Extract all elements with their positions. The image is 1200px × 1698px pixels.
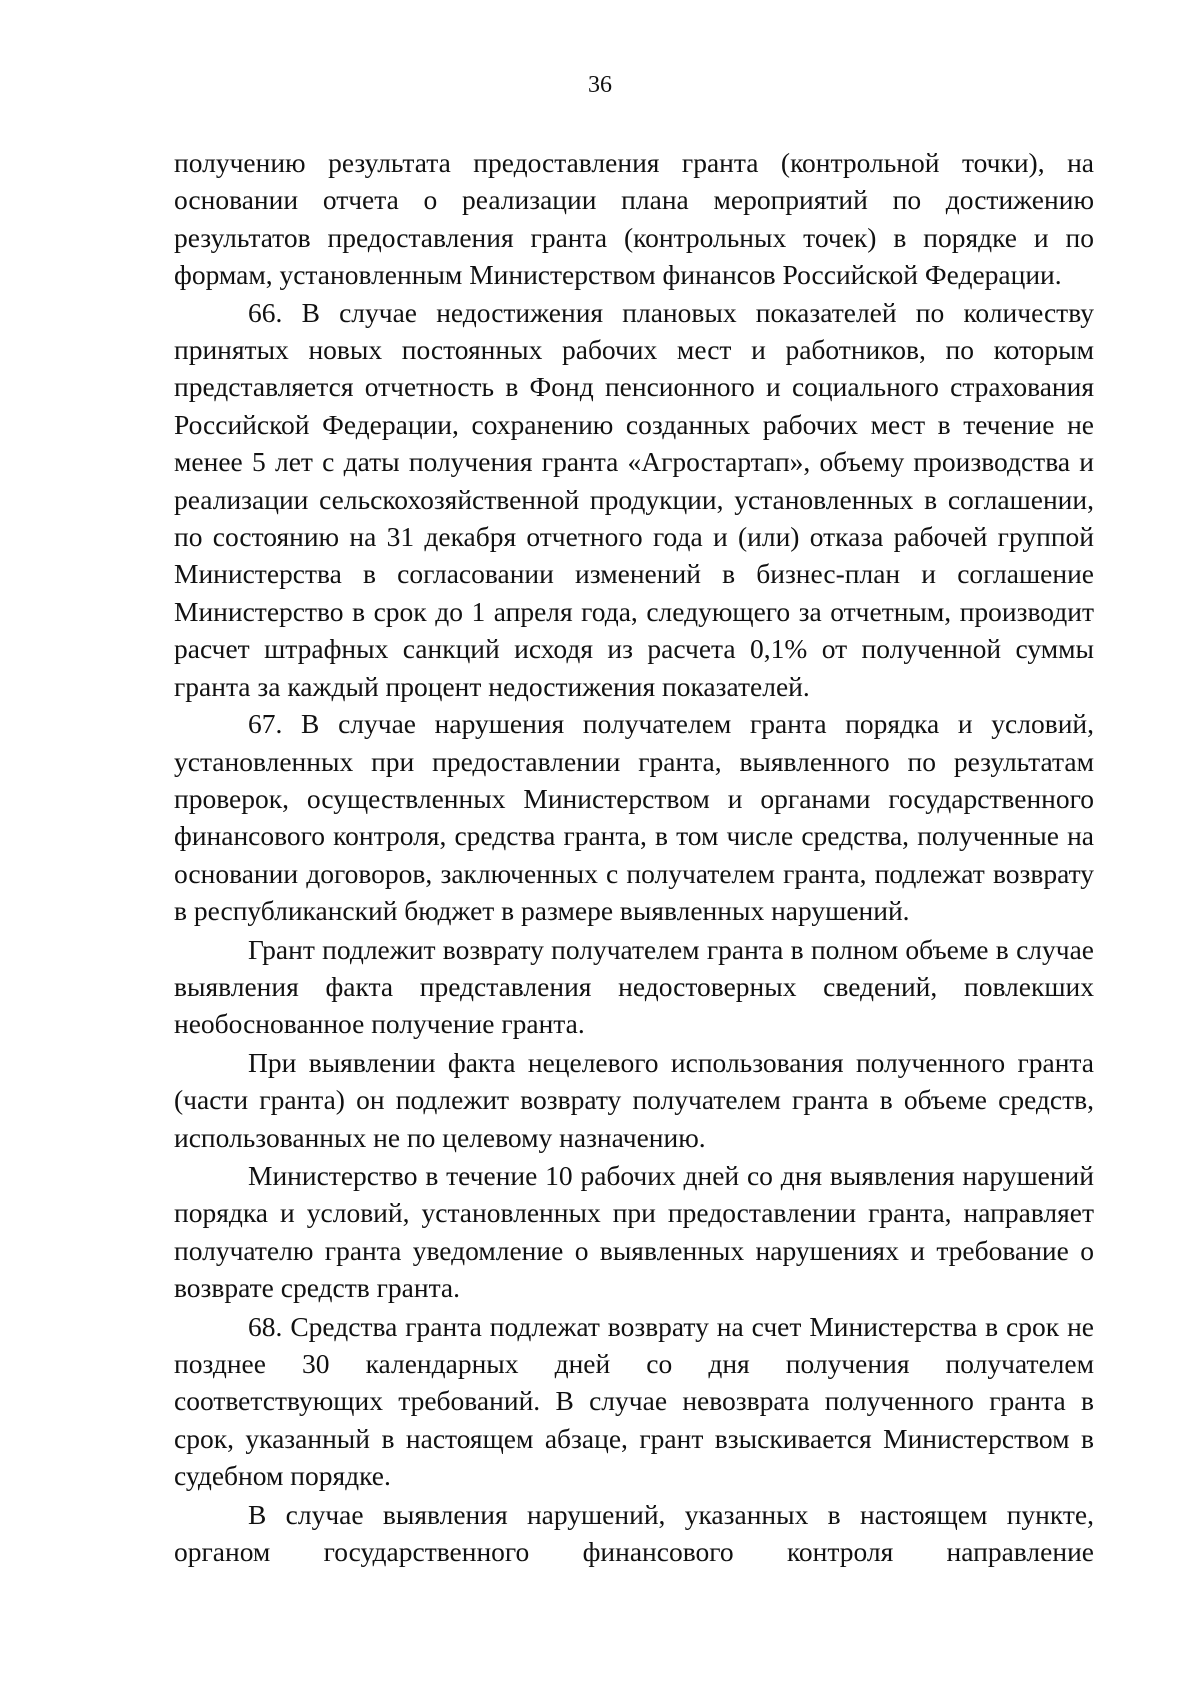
paragraph-continuation: получению результата предоставления гранта (контрольной точки), на основании отчета о реализации плана мероприятий по достижению результатов предоставления гранта (контрольных точек) в порядке и по формам, установленным Министерством финансов Российской Федерации. (174, 147, 1094, 291)
paragraph-ministry-notice: Министерство в течение 10 рабочих дней со дня выявления нарушений порядка и условий, установленных при предоставлении гранта, направляет получателю гранта уведомление о выявленных нарушениях и требование о возврате средств гранта. (174, 1159, 1094, 1304)
paragraph-violation-control: В случае выявления нарушений, указанных в настоящем пункте, органом государственного финансового контроля направление (174, 1498, 1094, 1568)
paragraph-67: 67. В случае нарушения получателем гранта порядка и условий, установленных при предоставлении гранта, выявленного по результатам проверок, осуществленных Министерством и органами государственного финансового контроля, средства гранта, в том числе средства, полученные на основании договоров, заключенных с получателем гранта, подлежат возврату в республиканский бюджет в размере выявленных нарушений. (174, 708, 1094, 927)
paragraph-68: 68. Средства гранта подлежат возврату на счет Министерства в срок не позднее 30 календарных дней со дня получения получателем соответствующих требований. В случае невозврата полученного гранта в срок, указанный в настоящем абзаце, грант взыскивается Министерством в судебном порядке. (174, 1310, 1094, 1492)
paragraph-misuse-return: При выявлении факта нецелевого использования полученного гранта (части гранта) он подлежит возврату получателем гранта в объеме средств, использованных не по целевому назначению. (174, 1046, 1094, 1153)
document-body (174, 144, 1094, 1570)
paragraph-grant-return-full: Грант подлежит возврату получателем гранта в полном объеме в случае выявления факта представления недостоверных сведений, повлекших необоснованное получение гранта. (174, 933, 1094, 1040)
page-number: 36 (588, 72, 612, 98)
paragraph-66: 66. В случае недостижения плановых показателей по количеству принятых новых постоянных рабочих мест и работников, по которым представляется отчетность в Фонд пенсионного и социального страхования Российской Федерации, сохранению созданных рабочих мест в течение не менее 5 лет с даты получения гранта «Агростартап», объему производства и реализации сельскохозяйственной продукции, установленных в соглашении, по состоянию на 31 декабря отчетного года и (или) отказа рабочей группой Министерства в согласовании изменений в бизнес-план и соглашение Министерство в срок до 1 апреля года, следующего за отчетным, производит расчет штрафных санкций исходя из расчета 0,1% от полученной суммы гранта за каждый процент недостижения показателей. (174, 296, 1094, 702)
